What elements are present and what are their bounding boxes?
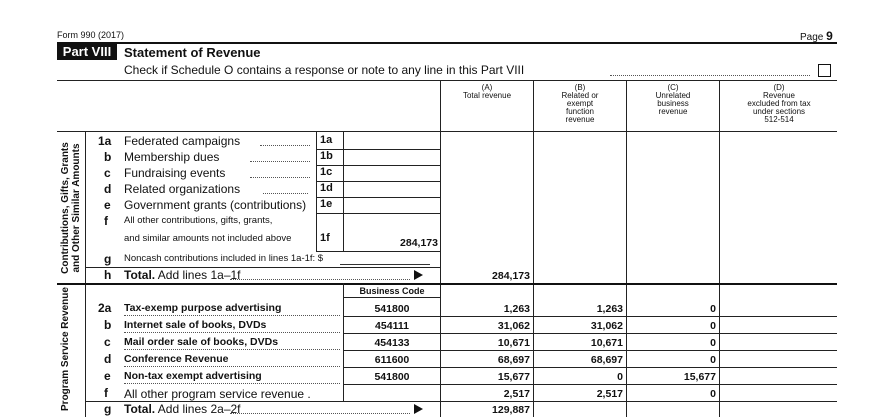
row-2d-label: Conference Revenue [124,353,229,365]
row-1h-num: h [104,268,112,282]
row-2b-col-a: 31,062 [497,320,530,332]
row-2e-label: Non-tax exempt advertising [124,370,262,382]
col-b-name-2: exempt [566,99,594,108]
row-2g-label-text: Add lines 2a–2f [155,402,241,416]
row-1e-box: 1e [320,198,333,210]
row-1d-label: Related organizations [124,182,241,196]
row-1e-label: Government grants (contributions) [124,198,307,212]
row-1a-label: Federated campaigns [124,134,241,148]
col-d-name-4: 512-514 [764,115,794,124]
row-2b-num: b [104,318,112,332]
col-a-header [442,84,532,100]
row-2a-col-c: 0 [710,303,716,315]
col-c-header [628,84,718,116]
row-1e-num: e [104,198,111,212]
col-d-name-2: excluded from tax [747,99,811,108]
col-c-letter: (C) [667,83,679,92]
row-1f-num: f [104,214,108,228]
row-2b-label: Internet sale of books, DVDs [124,319,267,331]
row-2a-code: 541800 [374,303,410,315]
row-2d-col-b: 68,697 [590,354,623,366]
row-2c-code: 454133 [374,337,410,349]
row-2c-num: c [104,335,111,349]
form-title: Form 990 (2017) [57,30,125,40]
row-1b-label: Membership dues [124,150,220,164]
page-num-value: 9 [826,29,833,43]
row-2g-label-bold: Total. [124,402,156,416]
col-d-name-3: under sections [752,107,806,116]
row-1f-label-2: and similar amounts not included above [124,233,292,244]
arrow-icon [414,270,423,280]
col-b-letter: (B) [574,83,586,92]
row-2e-code: 541800 [374,371,410,383]
col-d-letter: (D) [773,83,785,92]
row-2e-col-b: 0 [617,371,623,383]
row-1f-value: 284,173 [400,237,438,249]
row-2d-col-c: 0 [710,354,716,366]
row-2d-code: 611600 [374,354,410,366]
page-number [800,29,833,43]
row-2c-col-c: 0 [710,337,716,349]
row-1h-total: 284,173 [492,270,530,282]
section1-side-label [60,133,82,283]
schedule-o-checkbox[interactable] [818,64,831,77]
row-2a-num: 2a [98,301,112,315]
row-2a-col-b: 1,263 [596,303,623,315]
row-2f-num: f [104,386,108,400]
row-2f-col-a: 2,517 [503,388,530,400]
row-2f-col-c: 0 [710,388,716,400]
part-badge [57,44,117,60]
col-b-name-1: Related or [561,91,599,100]
row-1c-label: Fundraising events [124,166,226,180]
section2-side-label: Program Service Revenue [60,287,71,411]
col-a-letter: (A) [481,83,493,92]
col-c-name-3: revenue [658,107,688,116]
row-1h-label-text: Add lines 1a–1f [155,268,241,282]
row-2a-label: Tax-exemp purpose advertising [124,302,282,314]
row-1d-box: 1d [320,182,333,194]
row-1f-label: All other contributions, gifts, grants, [124,215,273,226]
row-1f-box: 1f [320,232,330,244]
page-label: Page [800,32,824,43]
row-1g-num: g [104,252,112,266]
row-2f-label: All other program service revenue . [124,387,311,401]
row-2e-col-c: 15,677 [683,371,716,383]
row-2b-code: 454111 [375,320,409,332]
row-1b-num: b [104,150,112,164]
part-title: Statement of Revenue [124,45,261,60]
row-1h-label [124,268,241,282]
row-2d-col-a: 68,697 [497,354,530,366]
row-2a-col-a: 1,263 [503,303,530,315]
col-b-name-4: revenue [565,115,595,124]
business-code-header: Business Code [359,286,425,296]
row-1h-label-bold: Total. [124,268,156,282]
row-2f-col-b: 2,517 [596,388,623,400]
col-c-name-1: Unrelated [655,91,691,100]
col-b-header [535,84,625,124]
row-2c-col-a: 10,671 [497,337,530,349]
row-2g-num: g [104,402,112,416]
row-2b-col-c: 0 [710,320,716,332]
row-2c-col-b: 10,671 [590,337,623,349]
row-2d-num: d [104,352,112,366]
row-1a-num: 1a [98,134,112,148]
section1-side-label-2: and Other Similar Amounts [71,143,82,273]
schedule-o-text: Check if Schedule O contains a response or note to any line in this Part VIII [124,63,525,77]
row-1c-box: 1c [320,166,333,178]
row-2e-col-a: 15,677 [497,371,530,383]
arrow-icon-2 [414,404,423,414]
row-2e-num: e [104,369,111,383]
col-d-name-1: Revenue [762,91,796,100]
row-1b-box: 1b [320,150,333,162]
part-label: Part VIII [62,44,112,59]
col-c-name-2: business [657,99,689,108]
row-1d-num: d [104,182,112,196]
row-1c-num: c [104,166,111,180]
row-1a-box: 1a [320,134,333,146]
row-2c-label: Mail order sale of books, DVDs [124,336,279,348]
col-d-header [721,84,837,124]
section1-side-label-1: Contributions, Gifts, Grants [60,142,71,274]
col-b-name-3: function [565,107,595,116]
row-2g-total: 129,887 [492,404,530,416]
row-2b-col-b: 31,062 [590,320,623,332]
row-2g-label [124,402,241,416]
row-1g-label: Noncash contributions included in lines 1a-1f: $ [124,253,324,264]
col-a-name: Total revenue [462,91,512,100]
